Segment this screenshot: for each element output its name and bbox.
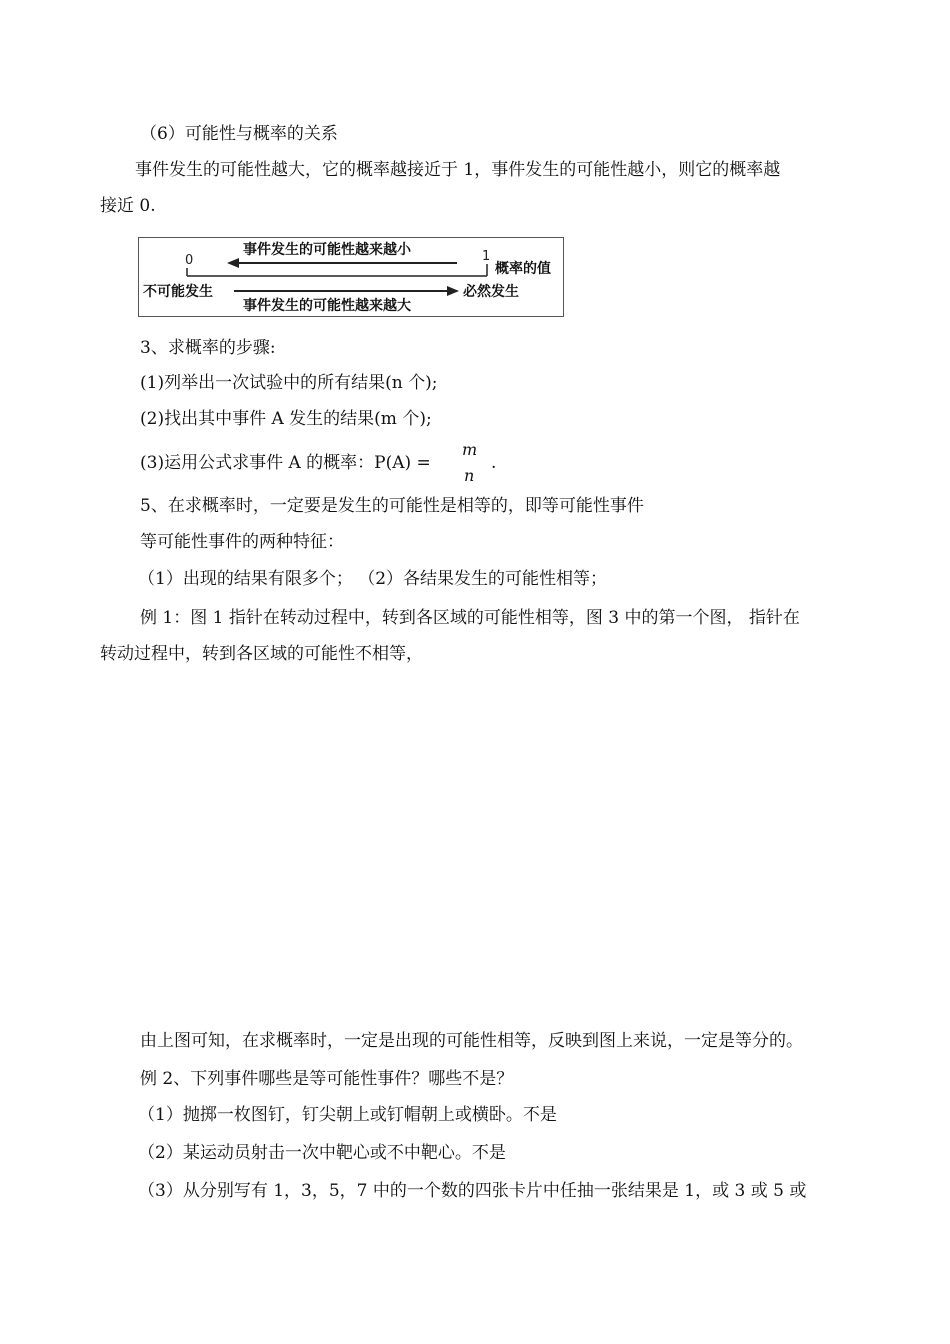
fraction-denominator: n [464, 466, 475, 485]
example1-line2: 转动过程中，转到各区域的可能性不相等， [100, 644, 423, 664]
example1-line1: 例 1：图 1 指针在转动过程中，转到各区域的可能性相等，图 3 中的第一个图， 指针在 [140, 608, 800, 628]
section6-heading: （6）可能性与概率的关系 [140, 124, 338, 144]
probability-value-label: 概率的值 [495, 261, 551, 277]
certain-label: 必然发生 [463, 284, 519, 300]
probability-scale-figure [138, 237, 564, 317]
example2-item1: （1）抛掷一枚图钉，钉尖朝上或钉帽朝上或横卧。不是 [138, 1105, 557, 1125]
fraction-numerator: m [462, 440, 478, 459]
section5-line3: （1）出现的结果有限多个； （2）各结果发生的可能性相等； [138, 569, 608, 589]
section5-line1: 5、在求概率时，一定要是发生的可能性是相等的，即等可能性事件 [140, 496, 644, 516]
bottom-arrow-label: 事件发生的可能性越来越大 [243, 298, 411, 314]
step-3: (3)运用公式求事件 A 的概率：P(A) = [140, 453, 431, 473]
section6-para-line1: 事件发生的可能性越大，它的概率越接近于 1，事件发生的可能性越小，则它的概率越 [135, 160, 781, 180]
formula-period: . [491, 453, 497, 473]
step-1: (1)列举出一次试验中的所有结果(n 个); [140, 373, 438, 393]
conclusion-line: 由上图可知，在求概率时，一定是出现的可能性相等，反映到图上来说，一定是等分的。 [140, 1031, 803, 1051]
impossible-label: 不可能发生 [143, 284, 213, 300]
left-arrowhead [227, 258, 239, 268]
step-2: (2)找出其中事件 A 发生的结果(m 个); [140, 409, 432, 429]
section5-line2: 等可能性事件的两种特征： [140, 532, 344, 552]
top-arrow-label: 事件发生的可能性越来越小 [243, 242, 411, 258]
example2-heading: 例 2、下列事件哪些是等可能性事件？哪些不是？ [140, 1069, 514, 1089]
example2-item2: （2）某运动员射击一次中靶心或不中靶心。不是 [138, 1143, 506, 1163]
right-arrowhead [447, 286, 459, 296]
steps-title: 3、求概率的步骤: [140, 338, 276, 358]
section6-para-line2: 接近 0. [100, 196, 156, 216]
one-label: 1 [482, 249, 491, 264]
example2-item3: （3）从分别写有 1，3，5，7 中的一个数的四张卡片中任抽一张结果是 1，或 3 或 5 或 [138, 1181, 807, 1201]
zero-label: 0 [185, 253, 194, 268]
